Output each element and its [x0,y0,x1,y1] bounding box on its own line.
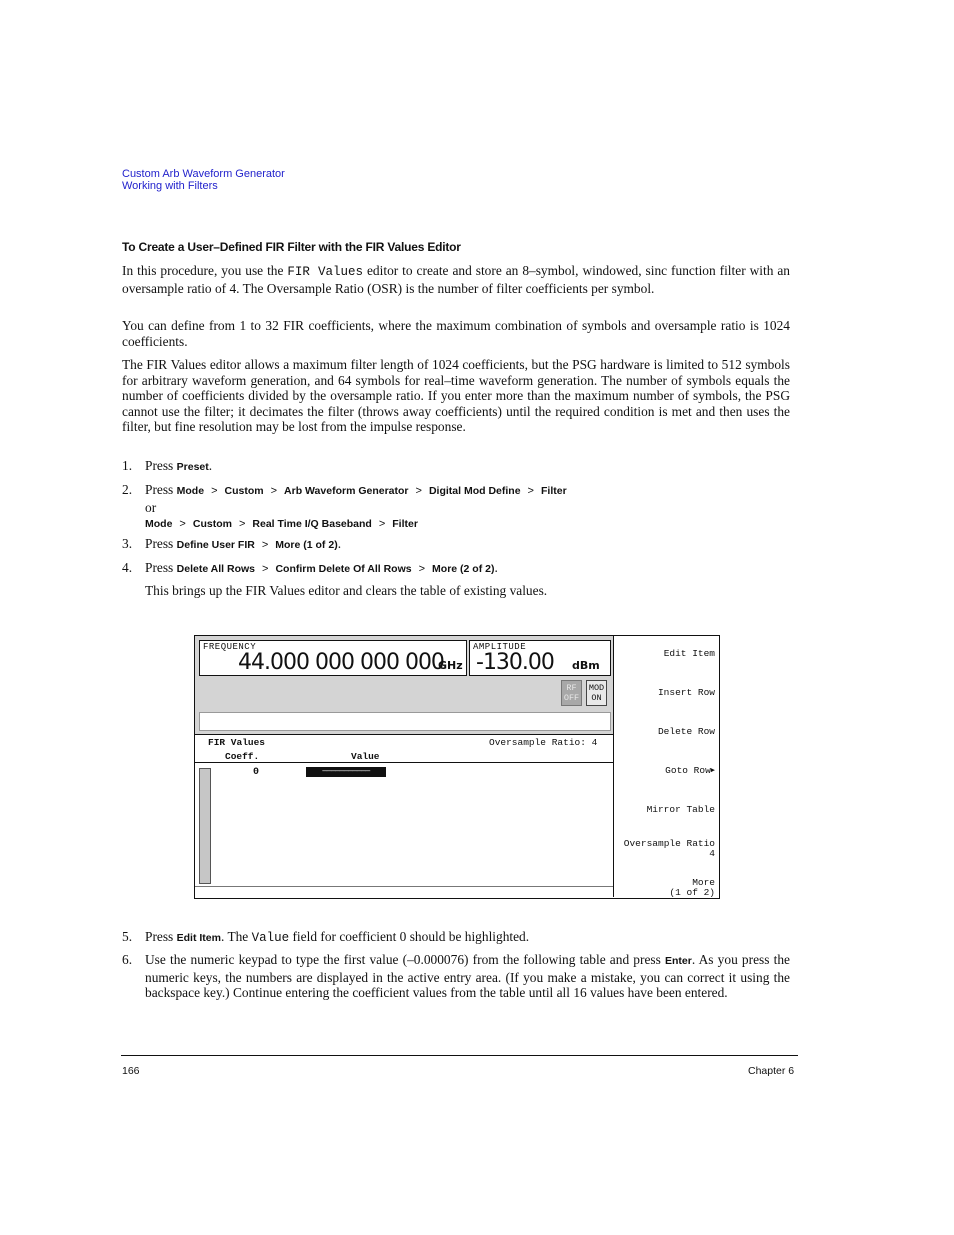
amplitude-unit: dBm [572,659,600,672]
step-6 [122,952,790,1016]
footer-divider [121,1055,798,1056]
more-softkey-label: More [692,877,715,888]
mod-line-1: MOD [588,683,605,693]
step-4-note [122,583,790,599]
frequency-label: FREQUENCY [203,642,257,652]
step-3: 3. Press Define User FIR > More (1 of 2). [122,536,342,551]
breadcrumb-chapter[interactable]: Custom Arb Waveform Generator [122,168,285,180]
coefficients-paragraph: You can define from 1 to 32 FIR coefficients, where the maximum combination of symbols and oversample ratio is 1024 coefficients. [122,318,790,349]
frequency-value: 44.000 000 000 000 [238,650,444,675]
softkey-insert-row[interactable]: Insert Row [657,687,715,698]
step-number: 5. [122,929,133,944]
table-scrollbar[interactable] [199,768,211,884]
mode-key: Mode [145,518,173,531]
amplitude-label: AMPLITUDE [473,642,527,652]
intro-paragraph [122,263,790,296]
step-5-text-b: field for coefficient 0 should be highlighted. [289,929,530,944]
fir-values-title: FIR Values [208,737,266,748]
value-column-header: Value [351,751,380,762]
real-time-iq-baseband-key: Real Time I/Q Baseband [252,518,372,531]
enter-key: Enter [665,955,692,967]
digital-mod-define-key: Digital Mod Define [428,485,521,497]
arb-waveform-generator-key: Arb Waveform Generator [284,485,409,497]
softkey-mirror-table[interactable]: Mirror Table [646,804,715,815]
press-text: Press [145,560,174,575]
press-text: Press [145,458,174,473]
filter-key: Filter [392,518,418,531]
step-4-note-text: This brings up the FIR Values editor and clears the table of existing values. [145,583,548,598]
mod-line-2: ON [591,693,602,703]
mode-key: Mode [176,485,205,497]
delete-all-rows-key: Delete All Rows [176,563,256,575]
instrument-display [194,635,720,899]
step-2: 2. Press Mode > Custom > Arb Waveform Generator > Digital Mod Define > Filter or Mode > Custom > Real Time I/Q Baseband > Filter [122,482,567,531]
press-text: Press [145,929,174,944]
softkey-delete-row[interactable]: Delete Row [657,726,715,737]
active-entry-area[interactable] [199,712,611,731]
more-1-of-2-key: More (1 of 2) [275,539,338,551]
coeff-column-header: Coeff. [225,751,260,762]
rf-line-2: OFF [563,693,580,703]
section-title: To Create a User–Defined FIR Filter with the FIR Values Editor [122,240,461,254]
chapter-label: Chapter 6 [748,1065,795,1077]
more-softkey-page: (1 of 2) [669,887,715,898]
more-2-of-2-key: More (2 of 2) [432,563,495,575]
define-user-fir-key: Define User FIR [176,539,255,551]
submenu-arrow-icon: ▶ [710,767,715,775]
step-number: 3. [122,536,133,551]
step-number: 6. [122,952,133,967]
step-5-text-a: . The [220,929,252,944]
press-text: Press [145,536,174,551]
step-5 [122,929,790,945]
intro-text-a: In this procedure, you use the [122,263,288,278]
step-1: 1. Press Preset. [122,458,213,473]
goto-row-label: Goto Row [665,765,711,776]
breadcrumb-section[interactable]: Working with Filters [122,180,218,192]
oversample-ratio-softkey-value: 4 [709,848,715,859]
custom-key: Custom [224,485,264,497]
mod-on-annunciator [586,680,607,706]
fir-values-code: FIR Values [287,265,364,279]
confirm-delete-key: Confirm Delete Of All Rows [275,563,412,575]
softkey-edit-item[interactable]: Edit Item [663,648,715,659]
step-number: 2. [122,482,133,497]
or-text: or [145,499,157,515]
softkey-more[interactable] [669,878,715,898]
edit-item-key: Edit Item [176,932,221,944]
frequency-box [199,640,467,676]
custom-key: Custom [192,518,232,531]
row-0-value-cell[interactable]: ——————————— [306,767,386,777]
rf-line-1: RF [566,683,577,693]
step-number: 4. [122,560,133,575]
header-divider [195,762,613,763]
step-4: 4. Press Delete All Rows > Confirm Delete Of All Rows > More (2 of 2). [122,560,498,575]
rf-off-annunciator [561,680,582,706]
intro-text-b: editor to create and store an 8–symbol, windowed, sinc function filter with an oversample ratio of 4. The Oversample Ratio (OSR) is the number of filter coefficients per symbol. [122,263,791,296]
preset-key: Preset [176,461,209,473]
amplitude-value: -130.00 [476,650,554,675]
step-number: 1. [122,458,133,473]
amplitude-box [469,640,611,676]
softkey-column [613,636,719,897]
softkey-goto-row[interactable] [665,766,715,776]
oversample-ratio-softkey-label: Oversample Ratio [623,838,715,849]
step-6-text-b: . As you press the numeric keys, the numbers are displayed in the active entry area. (If you make a mistake, you can correct it using the backspace key.) Continue entering the coefficient values from the table until all 16 values have been entered. [145,952,790,1001]
press-text: Press [145,482,174,497]
value-code: Value [251,931,290,945]
frequency-unit: GHz [438,659,463,672]
oversample-ratio-label: Oversample Ratio: 4 [489,737,598,748]
filter-key: Filter [540,485,567,497]
row-0-coeff: 0 [253,767,260,778]
page-number: 166 [122,1065,140,1077]
status-area [195,636,613,735]
limits-paragraph: The FIR Values editor allows a maximum filter length of 1024 coefficients, but the PSG hardware is limited to 512 symbols for arbitrary waveform generation, and 64 symbols for real–time waveform generation. The number of symbols equals the number of coefficients divided by the oversample ratio. If you enter more than the maximum number of symbols, the PSG cannot use the filter; it decimates the filter (throws away coefficients) until the required condition is met and then uses the filter, but fine resolution may be lost from the impulse response. [122,357,790,435]
table-bottom-divider [195,886,613,887]
softkey-oversample-ratio[interactable] [624,839,715,859]
step-6-text-a: Use the numeric keypad to type the first value (–0.000076) from the following table and press [145,952,665,967]
